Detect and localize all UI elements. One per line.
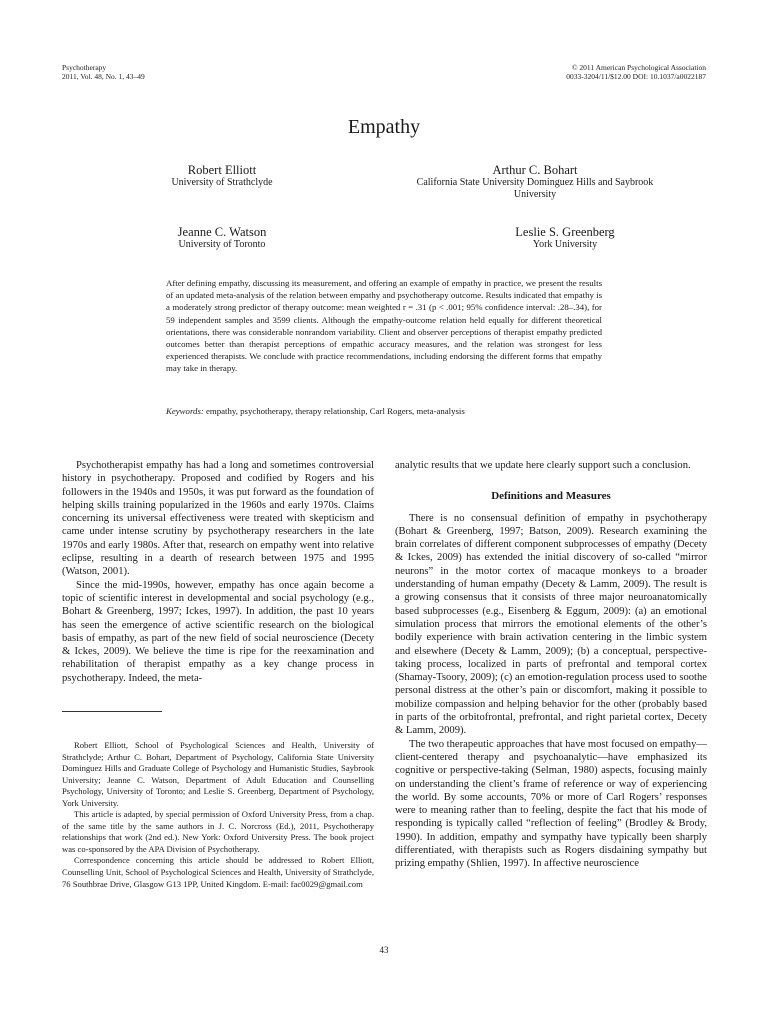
- article-title: Empathy: [347, 116, 421, 138]
- keywords: [166, 405, 602, 417]
- abstract: After defining empathy, discussing its measurement, and offering an example of empathy in practice, we present the results of an updated meta-analysis of the relation between empathy and psychotherapy outcome. Results indicated that empathy is a moderately strong predictor of therapy outcome: mean weighted r = .31 (p < .001; 95% confidence interval: .28–.34), for 59 independent samples and 3599 clients. Although the empathy-outcome relation held equally for different theoretical orientations, there was considerable nonrandom variability. Client and observer perceptions of therapist empathy predicted outcomes better than therapist perceptions of empathic accuracy measures, and the relation was strongest for less experienced therapists. We conclude with practice recommendations, including endorsing the different forms that empathy may take in therapy.: [166, 278, 602, 374]
- author-name: Arthur C. Bohart: [492, 163, 578, 177]
- author-block-2: [415, 164, 655, 200]
- footnote-paragraph: Robert Elliott, School of Psychological Sciences and Health, University of Strathclyde; Arthur C. Bohart, Department of Psychology, California State University Dominguez Hills and Graduate College of Psychology and Humanistic Studies, Saybrook University; Jeanne C. Watson, Department of Adult Education and Counselling Psychology, University of Toronto; and Leslie S. Greenberg, Department of Psychology, York University.: [62, 740, 374, 808]
- author-block-1: [122, 164, 322, 189]
- section-heading: Definitions and Measures: [491, 490, 611, 503]
- copyright-line: © 2011 American Psychological Association: [571, 63, 706, 72]
- footnote-divider: [62, 711, 162, 712]
- author-name: Robert Elliott: [187, 163, 257, 177]
- page-number: 43: [379, 945, 389, 955]
- author-block-3: [122, 226, 322, 251]
- keywords-text: empathy, psychotherapy, therapy relationship, Carl Rogers, meta-analysis: [206, 406, 465, 416]
- author-affiliation: University of Strathclyde: [171, 177, 273, 188]
- author-name: Leslie S. Greenberg: [515, 225, 615, 239]
- journal-name: Psychotherapy: [62, 63, 107, 72]
- volume-info: 2011, Vol. 48, No. 1, 43–49: [62, 72, 145, 81]
- footnote-paragraph: This article is adapted, by special permission of Oxford University Press, from a chap. of the same title by the same authors in J. C. Norcross (Ed.), 2011, Psychotherapy relationships that work (2nd ed.). New York: Oxford University Press. The book project was co-sponsored by the APA Division of Psychotherapy.: [62, 809, 374, 854]
- footnote-paragraph: Correspondence concerning this article should be addressed to Robert Elliott, Counselling Unit, School of Psychological Sciences and Health, University of Strathclyde, 76 Southbrae Drive, Glasgow G13 1PP, United Kingdom. E-mail: fac0029@gmail.com: [62, 855, 374, 889]
- body-paragraph-continuation: analytic results that we update here clearly support such a conclusion.: [395, 460, 691, 471]
- body-column-right: [395, 459, 707, 871]
- keywords-label: Keywords:: [166, 406, 204, 416]
- doi-line: 0033-3204/11/$12.00 DOI: 10.1037/a0022187: [566, 72, 706, 81]
- body-column-left: [62, 459, 374, 685]
- body-paragraph: Since the mid-1990s, however, empathy has once again become a topic of scientific interest in developmental and social psychology (e.g., Bohart & Greenberg, 1997; Ickes, 1997). In addition, the past 10 years has seen the emergence of active scientific research on the biological basis of empathy, as part of the new field of social neuroscience (Decety & Ickes, 2009). We believe the time is ripe for the reexamination and rehabilitation of therapist empathy as a key change process in psychotherapy. Indeed, the meta-: [62, 579, 374, 684]
- author-note: [62, 740, 374, 890]
- running-header-right: [566, 63, 706, 81]
- running-header-left: [62, 63, 145, 81]
- body-paragraph: The two therapeutic approaches that have most focused on empathy—client-centered therapy and psychoanalytic—have emphasized its cognitive or perspective-taking (Selman, 1980) aspects, focusing mainly on understanding the client’s frame of reference or way of experiencing the world. By some accounts, 70% or more of Carl Rogers’ responses were to meaning rather than to feeling, despite the fact that his mode of responding is typically called “reflection of feeling” (Brodley & Brody, 1990). In addition, empathy and sympathy have typically been sharply differentiated, with therapists such as Rogers disdaining sympathy but prizing empathy (Shlien, 1997). In affective neuroscience: [395, 738, 707, 870]
- author-affiliation: York University: [532, 239, 598, 250]
- author-affiliation: University of Toronto: [178, 239, 266, 250]
- author-block-4: [465, 226, 665, 251]
- body-paragraph: There is no consensual definition of empathy in psychotherapy (Bohart & Greenberg, 1997; Batson, 2009). Research examining the brain correlates of different component subprocesses of empathy (Decety & Ickes, 2009) has extended the initial discovery of so-called “mirror neurons” in the motor cortex of macaque monkeys to a broader understanding of human empathy (Decety & Lamm, 2009). The result is a growing consensus that it consists of three major neuroanatomically based subprocesses (e.g., Eisenberg & Eggum, 2009): (a) an emotional simulation process that mirrors the emotional elements of the other’s bodily experience with brain activation centering in the limbic system and elsewhere (Decety & Lamm, 2009); (b) a conceptual, perspective-taking process, localized in parts of prefrontal and temporal cortex (Shamay-Tsoory, 2009); (c) an emotion-regulation process used to soothe personal distress at the other’s pain or discomfort, making it possible to mobilize compassion and helping behavior for the other (probably based in parts of the orbitofrontal, prefrontal, and right parietal cortex, Decety & Lamm, 2009).: [395, 512, 707, 737]
- author-name: Jeanne C. Watson: [177, 225, 267, 239]
- body-paragraph: Psychotherapist empathy has had a long and sometimes controversial history in psychotherapy. Proposed and codified by Rogers and his followers in the 1940s and 1950s, it was put forward as the foundation of helping skills training popularized in the 1960s and early 1970s. Claims concerning its universal effectiveness were treated with skepticism and came under intense scrutiny by psychotherapy researchers in the late 1970s and early 1980s. After that, research on empathy went into relative eclipse, resulting in a dearth of research between 1975 and 1995 (Watson, 2001).: [62, 460, 374, 578]
- author-affiliation: California State University Dominguez Hills and Saybrook University: [416, 177, 654, 200]
